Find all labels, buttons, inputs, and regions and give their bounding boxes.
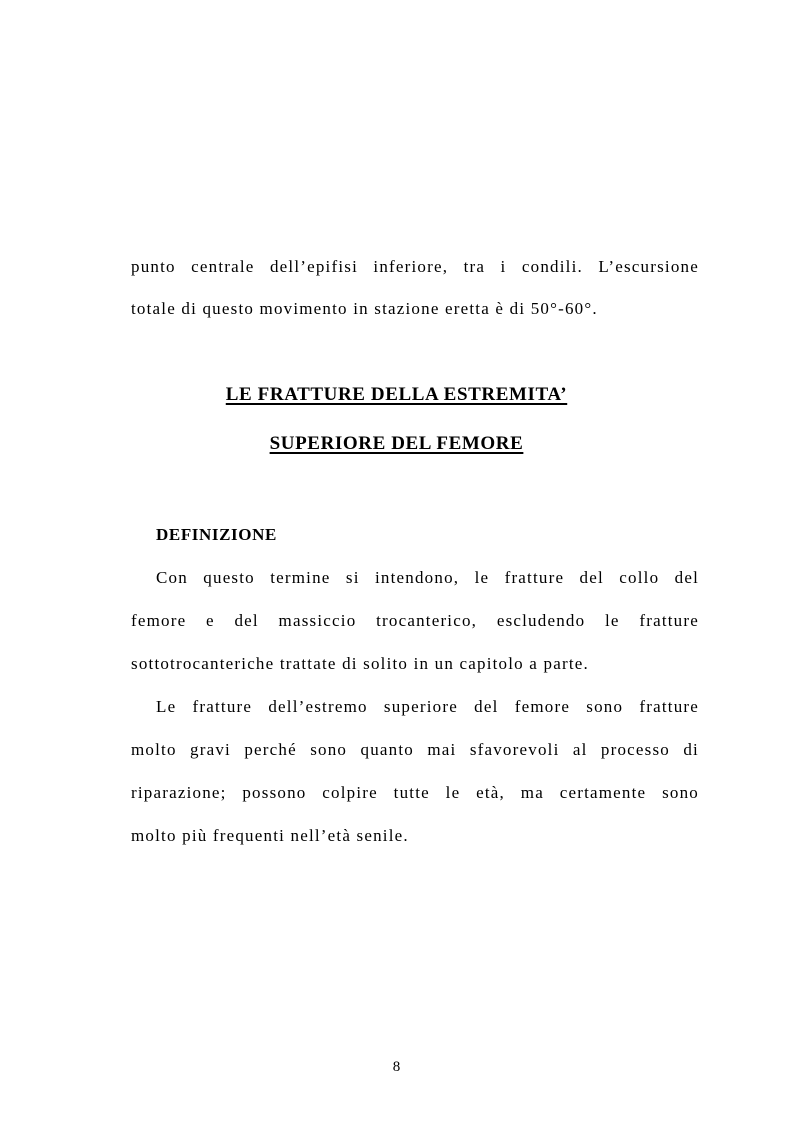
chapter-title-line-2: [0, 433, 793, 455]
paragraph1-line-1: Con questo termine si intendono, le fratture del collo del: [156, 568, 699, 587]
chapter-title-text-1: LE FRATTURE DELLA ESTREMITA’: [225, 384, 568, 405]
paragraph1-line-2: femore e del massiccio trocanterico, escludendo le fratture: [131, 611, 699, 630]
chapter-title-text-2: SUPERIORE DEL FEMORE: [269, 433, 524, 454]
paragraph2-line-4: molto più frequenti nell’età senile.: [131, 826, 409, 845]
paragraph2-line-3: riparazione; possono colpire tutte le età, ma certamente sono: [131, 783, 699, 802]
chapter-title-line-1: [0, 384, 793, 406]
section-heading: DEFINIZIONE: [156, 525, 277, 544]
page-number: 8: [392, 1059, 401, 1075]
paragraph2-line-1: Le fratture dell’estremo superiore del femore sono fratture: [156, 697, 699, 716]
intro-line-1: punto centrale dell’epifisi inferiore, tra i condili. L’escursione: [131, 257, 699, 276]
intro-line-2: totale di questo movimento in stazione eretta è di 50°-60°.: [131, 299, 598, 318]
paragraph2-line-2: molto gravi perché sono quanto mai sfavorevoli al processo di: [131, 740, 699, 759]
paragraph1-line-3: sottotrocanteriche trattate di solito in un capitolo a parte.: [131, 654, 589, 673]
